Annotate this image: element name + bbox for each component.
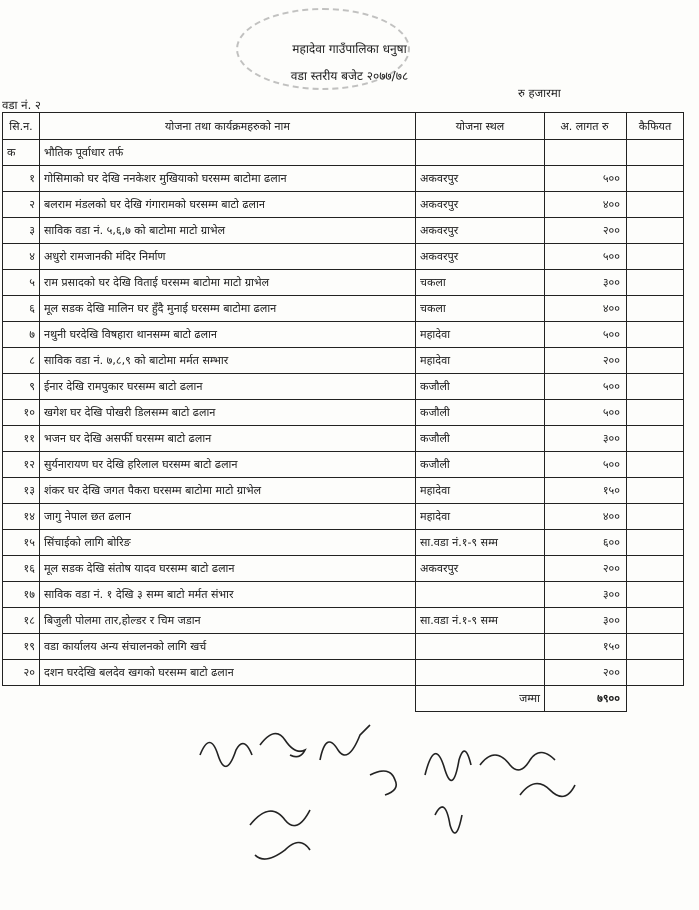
table-row <box>3 478 684 504</box>
row-cost: ५०० <box>545 244 627 270</box>
budget-table <box>2 112 684 712</box>
row-remarks <box>627 452 684 478</box>
row-remarks <box>627 348 684 374</box>
col-header-remarks: कैफियत <box>627 113 684 140</box>
row-project-name: सुर्यनारायण घर देखि हरिलाल घरसम्म बाटो ढलान <box>40 452 416 478</box>
row-sn: १८ <box>3 608 40 634</box>
row-project-name: मूल सडक देखि मालिन घर हुँदै मुनाई घरसम्म बाटोमा ढलान <box>40 296 416 322</box>
table-row <box>3 452 684 478</box>
row-location: अकवरपुर <box>416 192 545 218</box>
row-location: महादेवा <box>416 322 545 348</box>
row-cost: ५०० <box>545 374 627 400</box>
unit-note: रु हजारमा <box>518 86 561 100</box>
row-project-name: जागु नेपाल छत ढलान <box>40 504 416 530</box>
row-project-name: राम प्रसादको घर देखि विताई घरसम्म बाटोमा माटो ग्राभेल <box>40 270 416 296</box>
row-remarks <box>627 322 684 348</box>
row-sn: ८ <box>3 348 40 374</box>
col-header-name: योजना तथा कार्यक्रमहरुको नाम <box>40 113 416 140</box>
table-row <box>3 374 684 400</box>
row-location: चकला <box>416 270 545 296</box>
table-row <box>3 556 684 582</box>
row-cost: १५० <box>545 634 627 660</box>
row-cost: ४०० <box>545 192 627 218</box>
row-sn: १२ <box>3 452 40 478</box>
row-cost: ५०० <box>545 322 627 348</box>
row-remarks <box>627 504 684 530</box>
row-sn: १३ <box>3 478 40 504</box>
row-remarks <box>627 478 684 504</box>
row-location <box>416 582 545 608</box>
table-row <box>3 530 684 556</box>
budget-title: वडा स्तरीय बजेट २०७७/७८ <box>290 69 409 83</box>
row-sn: ९ <box>3 374 40 400</box>
row-remarks <box>627 426 684 452</box>
row-sn: १ <box>3 166 40 192</box>
row-cost: १५० <box>545 478 627 504</box>
table-row <box>3 192 684 218</box>
table-row <box>3 426 684 452</box>
row-location: सा.वडा नं.१-९ सम्म <box>416 530 545 556</box>
row-location: अकवरपुर <box>416 166 545 192</box>
table-row <box>3 400 684 426</box>
table-row <box>3 322 684 348</box>
row-sn: ७ <box>3 322 40 348</box>
row-remarks <box>627 192 684 218</box>
row-location: अकवरपुर <box>416 218 545 244</box>
row-remarks <box>627 296 684 322</box>
row-location: कजौली <box>416 374 545 400</box>
row-project-name: ईनार देखि रामपुकार घरसम्म बाटो ढलान <box>40 374 416 400</box>
col-header-sn: सि.न. <box>3 113 40 140</box>
row-sn: १५ <box>3 530 40 556</box>
row-cost: ५०० <box>545 166 627 192</box>
table-row <box>3 166 684 192</box>
row-sn: २० <box>3 660 40 686</box>
row-cost: ३०० <box>545 426 627 452</box>
row-cost: २०० <box>545 218 627 244</box>
row-location: अकवरपुर <box>416 556 545 582</box>
row-location: अकवरपुर <box>416 244 545 270</box>
row-sn: ५ <box>3 270 40 296</box>
row-sn: १४ <box>3 504 40 530</box>
row-cost: २०० <box>545 660 627 686</box>
row-project-name: साविक वडा नं. १ देखि ३ सम्म बाटो मर्मत संभार <box>40 582 416 608</box>
row-location <box>416 634 545 660</box>
row-cost: ५०० <box>545 400 627 426</box>
col-header-place: योजना स्थल <box>416 113 545 140</box>
row-remarks <box>627 556 684 582</box>
row-cost: ३०० <box>545 608 627 634</box>
row-project-name: खगेश घर देखि पोखरी डिलसम्म बाटो ढलान <box>40 400 416 426</box>
table-row <box>3 660 684 686</box>
office-title: महादेवा गाउँपालिका धनुषा <box>292 42 407 56</box>
row-location: महादेवा <box>416 478 545 504</box>
ward-number: वडा नं. २ <box>2 98 41 112</box>
row-remarks <box>627 530 684 556</box>
table-row <box>3 504 684 530</box>
row-project-name: साविक वडा नं. ७,८,९ को बाटोमा मर्मत सम्भार <box>40 348 416 374</box>
row-remarks <box>627 660 684 686</box>
row-location <box>416 660 545 686</box>
section-title: भौतिक पूर्वाधार तर्फ <box>40 140 416 166</box>
table-row <box>3 608 684 634</box>
row-sn: २ <box>3 192 40 218</box>
row-cost: २०० <box>545 556 627 582</box>
row-project-name: सिंचाईको लागि बोरिङ <box>40 530 416 556</box>
table-row <box>3 634 684 660</box>
table-row <box>3 348 684 374</box>
row-remarks <box>627 582 684 608</box>
section-row <box>3 140 684 166</box>
row-project-name: साविक वडा नं. ५,६,७ को बाटोमा माटो ग्राभेल <box>40 218 416 244</box>
row-project-name: दशन घरदेखि बलदेव खगको घरसम्म बाटो ढलान <box>40 660 416 686</box>
row-project-name: अधुरो रामजानकी मंदिर निर्माण <box>40 244 416 270</box>
row-project-name: बलराम मंडलको घर देखि गंगारामको घरसम्म बाटो ढलान <box>40 192 416 218</box>
row-project-name: गोसिमाको घर देखि ननकेशर मुखियाको घरसम्म बाटोमा ढलान <box>40 166 416 192</box>
row-cost: ४०० <box>545 504 627 530</box>
row-cost: ६०० <box>545 530 627 556</box>
table-row <box>3 296 684 322</box>
row-sn: १६ <box>3 556 40 582</box>
row-remarks <box>627 608 684 634</box>
row-cost: ५०० <box>545 452 627 478</box>
row-sn: ३ <box>3 218 40 244</box>
row-project-name: मूल सडक देखि संतोष यादव घरसम्म बाटो ढलान <box>40 556 416 582</box>
row-remarks <box>627 400 684 426</box>
row-cost: ४०० <box>545 296 627 322</box>
row-location: कजौली <box>416 426 545 452</box>
row-remarks <box>627 374 684 400</box>
table-row <box>3 582 684 608</box>
table-row <box>3 270 684 296</box>
total-row <box>3 686 684 712</box>
table-row <box>3 218 684 244</box>
row-project-name: बिजुली पोलमा तार,होल्डर र चिम जडान <box>40 608 416 634</box>
row-project-name: वडा कार्यालय अन्य संचालनको लागि खर्च <box>40 634 416 660</box>
row-remarks <box>627 270 684 296</box>
col-header-cost: अ. लागत रु <box>545 113 627 140</box>
row-project-name: भजन घर देखि असर्फी घरसम्म बाटो ढलान <box>40 426 416 452</box>
table-header-row <box>3 113 684 140</box>
row-remarks <box>627 244 684 270</box>
row-sn: १७ <box>3 582 40 608</box>
row-location: कजौली <box>416 452 545 478</box>
row-location: महादेवा <box>416 348 545 374</box>
row-remarks <box>627 634 684 660</box>
handwritten-signatures <box>190 715 660 895</box>
row-sn: १९ <box>3 634 40 660</box>
row-cost: २०० <box>545 348 627 374</box>
row-remarks <box>627 166 684 192</box>
row-project-name: नथुनी घरदेखि विषहारा थानसम्म बाटो ढलान <box>40 322 416 348</box>
row-sn: ११ <box>3 426 40 452</box>
row-cost: ३०० <box>545 270 627 296</box>
table-row <box>3 244 684 270</box>
row-location: चकला <box>416 296 545 322</box>
row-sn: ४ <box>3 244 40 270</box>
row-remarks <box>627 218 684 244</box>
total-value: ७९०० <box>545 686 627 712</box>
total-label: जम्मा <box>416 686 545 712</box>
row-location: महादेवा <box>416 504 545 530</box>
section-sn: क <box>3 140 40 166</box>
row-location: कजौली <box>416 400 545 426</box>
row-sn: १० <box>3 400 40 426</box>
row-cost: ३०० <box>545 582 627 608</box>
row-sn: ६ <box>3 296 40 322</box>
row-location: सा.वडा नं.१-९ सम्म <box>416 608 545 634</box>
row-project-name: शंकर घर देखि जगत पैकरा घरसम्म बाटोमा माटो ग्राभेल <box>40 478 416 504</box>
